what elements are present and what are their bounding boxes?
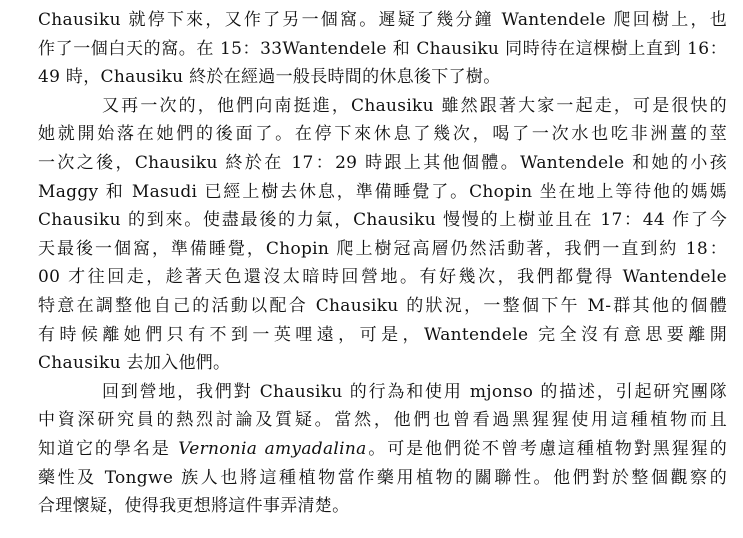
text-line: 又再一次的，他們向南挺進，Chausiku 雖然跟著大家一起走，可是很快的 <box>102 95 727 116</box>
text-line: 她就開始落在她們的後面了。在停下來休息了幾次，喝了一次水也吃非洲薑的莖 <box>38 124 727 145</box>
paragraph-3 <box>38 378 727 521</box>
text-line: 天最後一個窩，準備睡覺，Chopin 爬上樹冠高層仍然活動著，我們一直到約 18： <box>38 238 727 259</box>
text-segment: 。可是他們從不曾考慮這種植物對黑猩猩的 <box>366 438 728 459</box>
text-line: Maggy 和 Masudi 已經上樹去休息，準備睡覺了。Chopin 坐在地上等待他的媽媽 <box>38 181 727 202</box>
text-line: Chausiku 的到來。使盡最後的力氣，Chausiku 慢慢的上樹並且在 17：44 作了今 <box>38 210 727 231</box>
text-line: 作了一個白天的窩。在 15：33Wantendele 和 Chausiku 同時待在這棵樹上直到 16： <box>38 38 727 59</box>
paragraph-2 <box>38 92 727 378</box>
text-line: 一次之後，Chausiku 終於在 17：29 時跟上其他個體。Wantendele 和她的小孩 <box>38 152 727 173</box>
text-line: 藥性及 Tongwe 族人也將這種植物當作藥用植物的關聯性。他們對於整個觀察的 <box>38 467 727 488</box>
text-line: 49 時，Chausiku 終於在經過一般長時間的休息後下了樹。 <box>38 67 501 88</box>
text-line: 中資深研究員的熱烈討論及質疑。當然，他們也曾看過黑猩猩使用這種植物而且 <box>38 410 727 431</box>
text-line: 特意在調整他自己的活動以配合 Chausiku 的狀況，一整個下午 M-群其他的個體 <box>38 295 727 316</box>
text-line: 有時候離她們只有不到一英哩遠，可是，Wantendele 完全沒有意思要離開 <box>38 324 727 345</box>
text-line: 回到營地，我們對 Chausiku 的行為和使用 mjonso 的描述，引起研究團隊 <box>102 381 727 402</box>
text-line: Chausiku 去加入他們。 <box>38 353 231 374</box>
scientific-name: Vernonia amyadalina <box>178 438 367 459</box>
paragraph-1 <box>38 6 727 92</box>
text-segment: 知道它的學名是 <box>38 438 179 459</box>
text-line: Chausiku 就停下來，又作了另一個窩。遲疑了幾分鐘 Wantendele 爬回樹上，也 <box>38 10 727 30</box>
text-line: 合理懷疑，使得我更想將這件事弄清楚。 <box>38 496 350 517</box>
text-line-with-scientific-name <box>38 435 727 464</box>
text-line: 00 才往回走，趁著天色還沒太暗時回營地。有好幾次，我們都覺得 Wantendele <box>38 267 727 288</box>
